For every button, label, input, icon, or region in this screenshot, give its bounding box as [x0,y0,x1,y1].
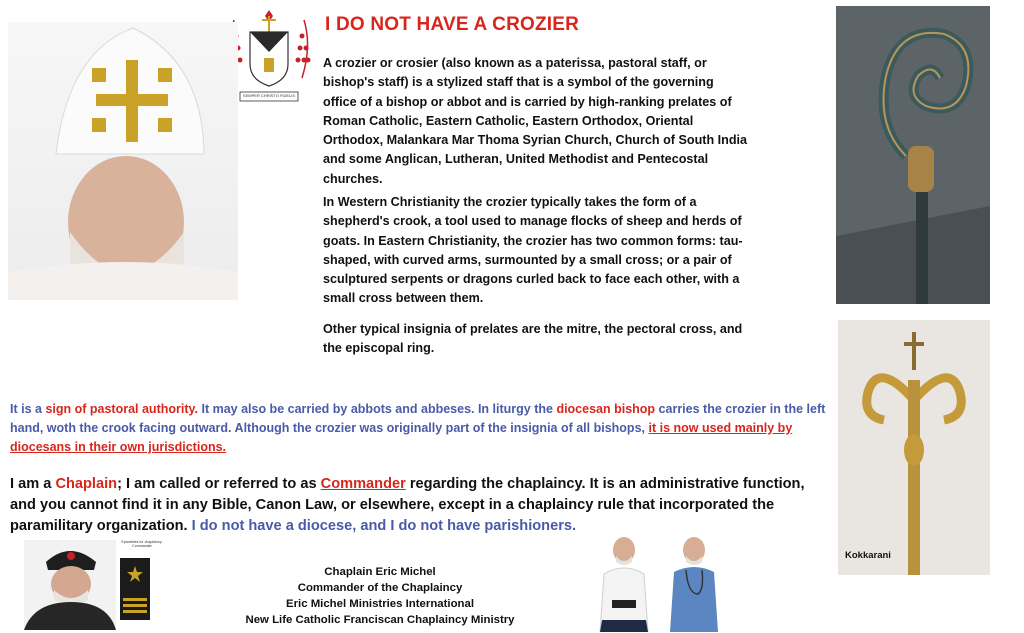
crozier-forms-paragraph: In Western Christianity the crozier typically takes the form of a shepherd's crook, a tool used to manage flocks of sheep and herds of goats. In Eastern Christianity, the crozier has two common forms: tau-shaped, with curved arms, surmounted by a small cross; or a pair of sculptured serpents or dragons curled back to face each other, with a small cross between them. [323,195,743,306]
commander-insignia-photo [120,558,150,620]
signature-organization: Eric Michel Ministries International [286,598,474,610]
highlight-diocesan-bishop: diocesan bishop [556,402,656,416]
signature-role: Commander of the Chaplaincy [297,582,463,594]
page-title: I DO NOT HAVE A CROZIER [325,14,580,35]
pastoral-authority-paragraph [10,400,830,457]
chaplain-cap-photo [24,540,116,630]
coat-of-arms-motto: SEMPER CHRISTO FIDELIS [242,93,296,98]
eastern-crozier-photo [838,320,990,575]
text-segment: carries the crozier in the left hand, woth the crook facing outward. Although the crozier was originally part of the insignia of all bishops, [10,402,826,435]
coat-of-arms [226,6,312,106]
text-segment: It is a [10,402,46,416]
western-crozier-photo [836,6,990,304]
text-segment: I am a [10,476,56,492]
highlight-chaplain: Chaplain [55,476,118,492]
text-segment: It may also be carried by abbots and abbeses. In liturgy the [198,402,557,416]
text-segment: regarding the chaplaincy. It is an administrative function, and you cannot find it in any Bible, Canon Law, or elsewhere, except in a chaplaincy rule that incorporated the paramilitary organization. [10,476,805,534]
highlight-commander: Commander [320,476,406,492]
bishop-portrait-photo [8,22,238,300]
highlight-pastoral-authority: sign of pastoral authority. [45,402,198,416]
text-segment: ; I am called or referred to as [117,476,321,492]
signature-name: Chaplain Eric Michel [324,566,436,578]
signature-block [230,564,530,628]
crozier-definition-paragraph: A crozier or crosier (also known as a paterissa, pastoral staff, or bishop's staff) is a stylized staff that is a symbol of the governing office of a bishop or abbot and is carried by high-ranking prelates of Roman Catholic, Eastern Catholic, Eastern Orthodox, Oriental Orthodox, Malankara Mar Thoma Syrian Church, Church of South India and some Anglican, Lutheran, United Methodist and Pentecostal churches. [323,56,748,186]
insignia-tiny-caption: Epaulettes for chaplaincy: Commander [121,540,163,548]
chaplain-paragraph [10,474,830,537]
highlight-used-by-diocesans: it is now used mainly by diocesans in their own jurisdictions. [10,421,793,454]
image-caption-kokkarani: Kokkarani [845,550,891,561]
insignia-paragraph: Other typical insignia of prelates are the mitre, the pectoral cross, and the episcopal ring. [323,322,743,356]
highlight-no-diocese: I do not have a diocese, and I do not have parishioners. [191,518,577,534]
signature-ministry: New Life Catholic Franciscan Chaplaincy Ministry [245,614,515,626]
chaplain-uniform-photo [588,530,733,632]
